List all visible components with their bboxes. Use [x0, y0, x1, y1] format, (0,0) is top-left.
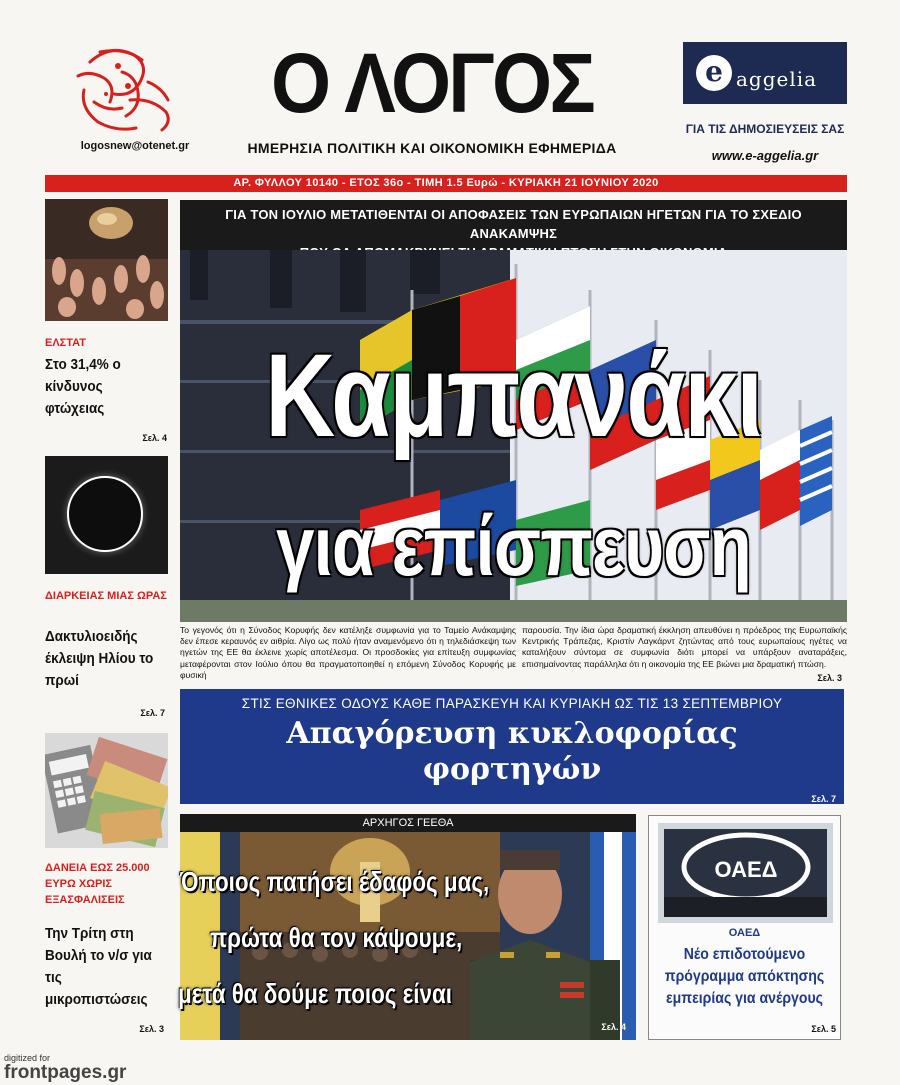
banner-headline-line: φορτηγών [422, 752, 602, 787]
story-blurb[interactable]: Στο 31,4% ο κίνδυνος φτώχειας [45, 356, 121, 417]
oaed-sign-photo [658, 823, 833, 923]
story-kicker: ΔΑΝΕΙΑ ΕΩΣ 25.000 ΕΥΡΩ ΧΩΡΙΣ ΕΞΑΣΦΑΛΙΣΕΙΣ [45, 862, 150, 906]
eclipse-photo [45, 456, 168, 574]
page-reference: Σελ. 3 [139, 1024, 164, 1034]
banner-headline[interactable] [180, 716, 844, 788]
newspaper-logo-art [70, 42, 180, 134]
gea-kicker: ΑΡΧΗΓΟΣ ΓΕΕΘΑ [180, 814, 636, 832]
gea-quote-line[interactable]: πρώτα θα τον κάψουμε, [210, 922, 463, 953]
page-reference: Σελ. 7 [811, 794, 836, 804]
euro-notes-photo [45, 733, 168, 848]
coin-toss-photo [45, 199, 168, 321]
story-blurb[interactable]: Δακτυλιοειδής έκλειψη Ηλίου το πρωί [45, 628, 154, 689]
story-kicker: ΕΛΣΤΑΤ [45, 337, 86, 349]
newspaper-title: Ο ΛΟΓΟΣ [271, 36, 593, 130]
gea-quote-line[interactable]: μετά θα δούμε ποιος είναι [178, 978, 452, 1009]
digitized-label: digitized for [4, 1053, 51, 1063]
oaed-logo-text: ΟΑΕΔ [714, 857, 778, 882]
eaggelia-brand: aggelia [736, 67, 818, 91]
issue-info: ΑΡ. ΦΥΛΛΟΥ 10140 - ΕΤΟΣ 36ο - ΤΙΜΗ 1.5 Ευρώ - ΚΥΡΙΑΚΗ 21 ΙΟΥΝΙΟΥ 2020 [233, 177, 659, 189]
contact-email: logosnew@otenet.gr [80, 140, 190, 152]
page-reference: Σελ. 7 [140, 708, 165, 718]
lead-headline[interactable]: Καμπανάκι [265, 330, 762, 462]
story-blurb[interactable]: Την Τρίτη στη Βουλή το ν/σ για τις μικροπιστώσεις [45, 925, 152, 1008]
banner-kicker: ΣΤΙΣ ΕΘΝΙΚΕΣ ΟΔΟΥΣ ΚΑΘΕ ΠΑΡΑΣΚΕΥΗ ΚΑΙ ΚΥΡΙΑΚΗ ΩΣ ΤΙΣ 13 ΣΕΠΤΕΜΒΡΙΟΥ [241, 696, 783, 711]
newspaper-subtitle: ΗΜΕΡΗΣΙΑ ΠΟΛΙΤΙΚΗ ΚΑΙ ΟΙΚΟΝΟΜΙΚΗ ΕΦΗΜΕΡΙΔΑ [247, 140, 617, 156]
oaed-headline[interactable]: Νέο επιδοτούμενο πρόγραμμα απόκτησης εμπειρίας για ανέργους [664, 946, 825, 1007]
banner-headline-line: Απαγόρευση κυκλοφορίας [286, 716, 738, 751]
page-reference: Σελ. 4 [142, 433, 167, 443]
lead-header [180, 200, 847, 250]
page-reference: Σελ. 4 [601, 1022, 626, 1032]
lead-body: παρουσία. Την ίδια ώρα δραματική έκκληση απευθύνει η πρόεδρος της Ευρωπαϊκής Κεντρικής Τράπεζας, Κριστίν Λαγκάρντ ζητώντας από τους ευρωπαίους ηγέτες να καταλήξουν σύντομα σε συμφωνία διότι μπορεί να υπάρξουν αναταράξεις, επισημαίνοντας παράλληλα ότι η οικονομία της ΕΕ βιώνει μια δραματική πτώση. [522, 625, 847, 669]
eaggelia-url[interactable]: www.e-aggelia.gr [711, 148, 819, 163]
page-reference: Σελ. 3 [817, 673, 842, 683]
eaggelia-tagline: ΓΙΑ ΤΙΣ ΔΗΜΟΣΙΕΥΣΕΙΣ ΣΑΣ [685, 122, 845, 136]
source-site[interactable]: frontpages.gr [4, 1062, 127, 1083]
story-kicker: ΔΙΑΡΚΕΙΑΣ ΜΙΑΣ ΩΡΑΣ [45, 590, 167, 602]
gea-quote-line[interactable]: Όποιος πατήσει έδαφός μας, [180, 866, 490, 897]
lead-headline[interactable]: για επίσπευση [276, 499, 751, 593]
eaggelia-e-icon: e [696, 55, 732, 91]
lead-body: Το γεγονός ότι η Σύνοδος Κορυφής δεν κατέληξε συμφωνία για το Ταμείο Ανάκαμψης δεν έπεσε κεραυνός εν αιθρία. Λίγο ως πολύ ήταν αναμενόμενο ότι η τηλεδιάσκεψη των ηγετών της ΕΕ θα έκλεινε χωρίς αποτέλεσμα. Οι προσδοκίες για επίτευξη συμφωνίας μεταφέρονται στον Ιούλιο όπου θα πραγματοποιηθεί η επόμενη Σύνοδος Κορυφής με φυσική [180, 625, 516, 680]
lead-header-line: ΓΙΑ ΤΟΝ ΙΟΥΛΙΟ ΜΕΤΑΤΙΘΕΝΤΑΙ ΟΙ ΑΠΟΦΑΣΕΙΣ ΤΩΝ ΕΥΡΩΠΑΙΩΝ ΗΓΕΤΩΝ ΓΙΑ ΤΟ ΣΧΕΔΙΟ ΑΝΑΚΑΜΨΗΣ [225, 207, 802, 241]
page-reference: Σελ. 5 [811, 1024, 836, 1034]
oaed-kicker: ΟΑΕΔ [728, 927, 761, 939]
